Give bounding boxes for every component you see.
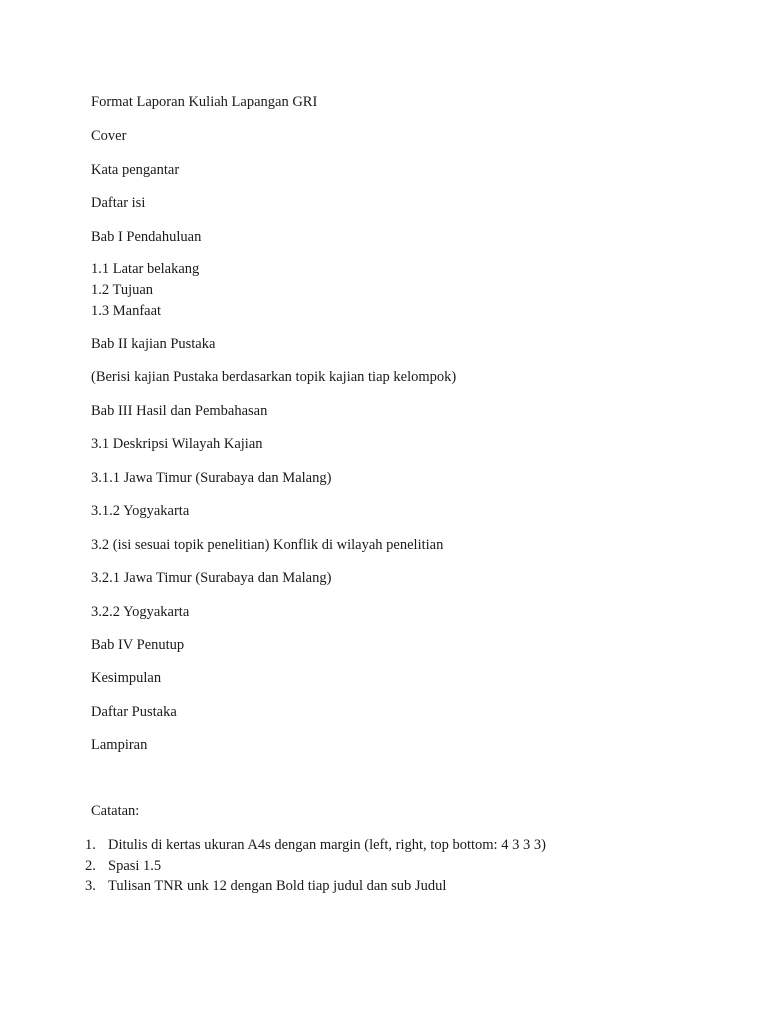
outline-bab3: Bab III Hasil dan Pembahasan xyxy=(91,403,268,419)
outline-kata-pengantar: Kata pengantar xyxy=(91,162,180,178)
outline-lampiran: Lampiran xyxy=(91,737,148,753)
outline-bab1-sub-2: 1.2 Tujuan xyxy=(91,282,154,298)
outline-3-1: 3.1 Deskripsi Wilayah Kajian xyxy=(91,436,263,452)
note-text: Tulisan TNR unk 12 dengan Bold tiap judul dan sub Judul xyxy=(108,878,447,894)
outline-kesimpulan: Kesimpulan xyxy=(91,670,162,686)
outline-bab4: Bab IV Penutup xyxy=(91,637,185,653)
note-number: 3. xyxy=(85,878,96,894)
outline-cover: Cover xyxy=(91,128,127,144)
outline-3-2: 3.2 (isi sesuai topik penelitian) Konflik di wilayah penelitian xyxy=(91,537,444,553)
outline-3-1-2: 3.1.2 Yogyakarta xyxy=(91,503,190,519)
note-text: Spasi 1.5 xyxy=(108,857,162,874)
outline-bab1-sub-3: 1.3 Manfaat xyxy=(91,303,162,319)
outline-3-2-1: 3.2.1 Jawa Timur (Surabaya dan Malang) xyxy=(91,570,332,586)
note-text: Ditulis di kertas ukuran A4s dengan margin (left, right, top bottom: 4 3 3 3) xyxy=(108,837,546,853)
notes-heading: Catatan: xyxy=(91,803,140,819)
outline-bab2: Bab II kajian Pustaka xyxy=(91,336,216,352)
note-number: 2. xyxy=(85,857,96,874)
outline-bab2-note: (Berisi kajian Pustaka berdasarkan topik kajian tiap kelompok) xyxy=(91,369,457,385)
outline-bab1: Bab I Pendahuluan xyxy=(91,229,202,245)
outline-3-1-1: 3.1.1 Jawa Timur (Surabaya dan Malang) xyxy=(91,470,332,486)
outline-daftar-isi: Daftar isi xyxy=(91,195,146,211)
outline-bab1-sub-1: 1.1 Latar belakang xyxy=(91,261,200,277)
document-title: Format Laporan Kuliah Lapangan GRI xyxy=(91,94,318,110)
outline-3-2-2: 3.2.2 Yogyakarta xyxy=(91,604,190,620)
note-number: 1. xyxy=(85,837,96,853)
outline-daftar-pustaka: Daftar Pustaka xyxy=(91,704,177,720)
